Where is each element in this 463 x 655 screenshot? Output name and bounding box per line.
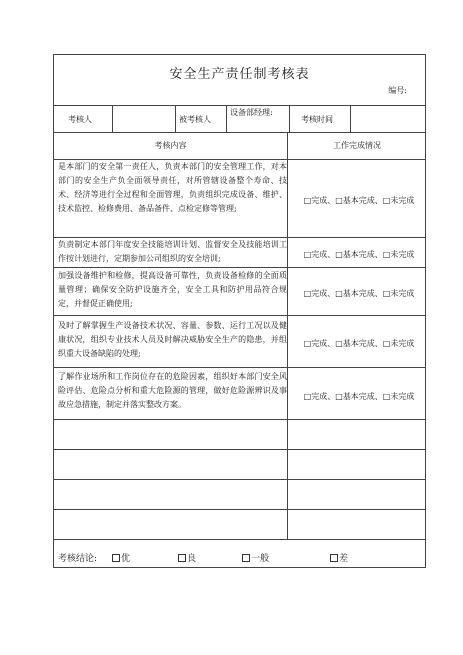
checkbox-icon — [242, 554, 250, 562]
position-label: 设备部经理: — [230, 108, 273, 117]
checkbox-icon — [112, 554, 120, 562]
checkbox-icon — [178, 554, 186, 562]
col-divider — [287, 132, 288, 539]
assessment-item: 负责制定本部门年度安全技能培训计划、监督安全及技能培训工作按计划进行，定期参加公司组织的安全培训; — [58, 240, 287, 263]
checkbox-icon — [330, 554, 338, 562]
option-average[interactable]: 一般 — [242, 551, 269, 564]
row-divider — [54, 479, 425, 480]
assessment-item: 加强设备维护和检修，提高设备可靠性，负责设备检修的全面质量管理；确保安全防护设施齐全，安全工具和防护用品符合规定，并督促正确使用; — [58, 271, 287, 308]
col-divider — [112, 105, 113, 132]
completion-status[interactable]: □完成、□基本完成、□未完成 — [303, 392, 415, 401]
col-divider — [289, 105, 290, 132]
assessor-label: 考核人 — [68, 115, 92, 124]
row-divider — [54, 367, 425, 368]
row-divider — [54, 419, 425, 420]
row-divider — [54, 449, 425, 450]
completion-status[interactable]: □完成、□基本完成、□未完成 — [303, 196, 415, 205]
completion-status[interactable]: □完成、□基本完成、□未完成 — [303, 289, 415, 298]
assessment-form — [53, 54, 426, 568]
conclusion-label: 考核结论: — [58, 554, 98, 564]
row-divider — [54, 315, 425, 316]
option-good[interactable]: 良 — [178, 551, 196, 564]
col-divider — [350, 105, 351, 132]
option-excellent[interactable]: 优 — [112, 551, 130, 564]
status-column-header: 工作完成情况 — [333, 141, 381, 150]
assessment-time-label: 考核时间 — [301, 115, 333, 124]
option-poor[interactable]: 差 — [330, 551, 348, 564]
serial-number-label: 编号: — [388, 86, 407, 95]
row-divider — [54, 267, 425, 268]
assessment-item: 是本部门的安全第一责任人，负责本部门的安全管理工作，对本部门的安全生产负全面领导责任，对所管辖设备整个寿命、技术、经济等进行全过程和全面管理，负责组织完成设备、维护、技术监控、检修费用、备品备件、点检定修等管理; — [58, 162, 287, 213]
completion-status[interactable]: □完成、□基本完成、□未完成 — [303, 339, 415, 348]
form-title: 安全生产责任制考核表 — [169, 67, 310, 82]
assessed-person-label: 被考核人 — [179, 115, 211, 124]
col-divider — [175, 105, 176, 132]
row-divider — [54, 132, 425, 133]
completion-status[interactable]: □完成、□基本完成、□未完成 — [303, 250, 415, 259]
row-divider — [54, 509, 425, 510]
assessment-item: 了解作业场所和工作岗位存在的危险因素，组织好本部门安全风险评估、危险点分析和重大危险源的管理，做好危险源辨识及事故应急措施，制定并落实整改方案。 — [58, 372, 287, 409]
row-divider — [54, 105, 425, 106]
row-divider — [54, 539, 425, 540]
content-column-header: 考核内容 — [154, 141, 187, 150]
col-divider — [226, 105, 227, 132]
assessment-item: 及时了解掌握生产设备技术状况、容量、参数、运行工况以及健康状况，组织专业技术人员及时解决威胁安全生产的隐患，并组织重大设备缺陷的处理; — [58, 321, 287, 358]
